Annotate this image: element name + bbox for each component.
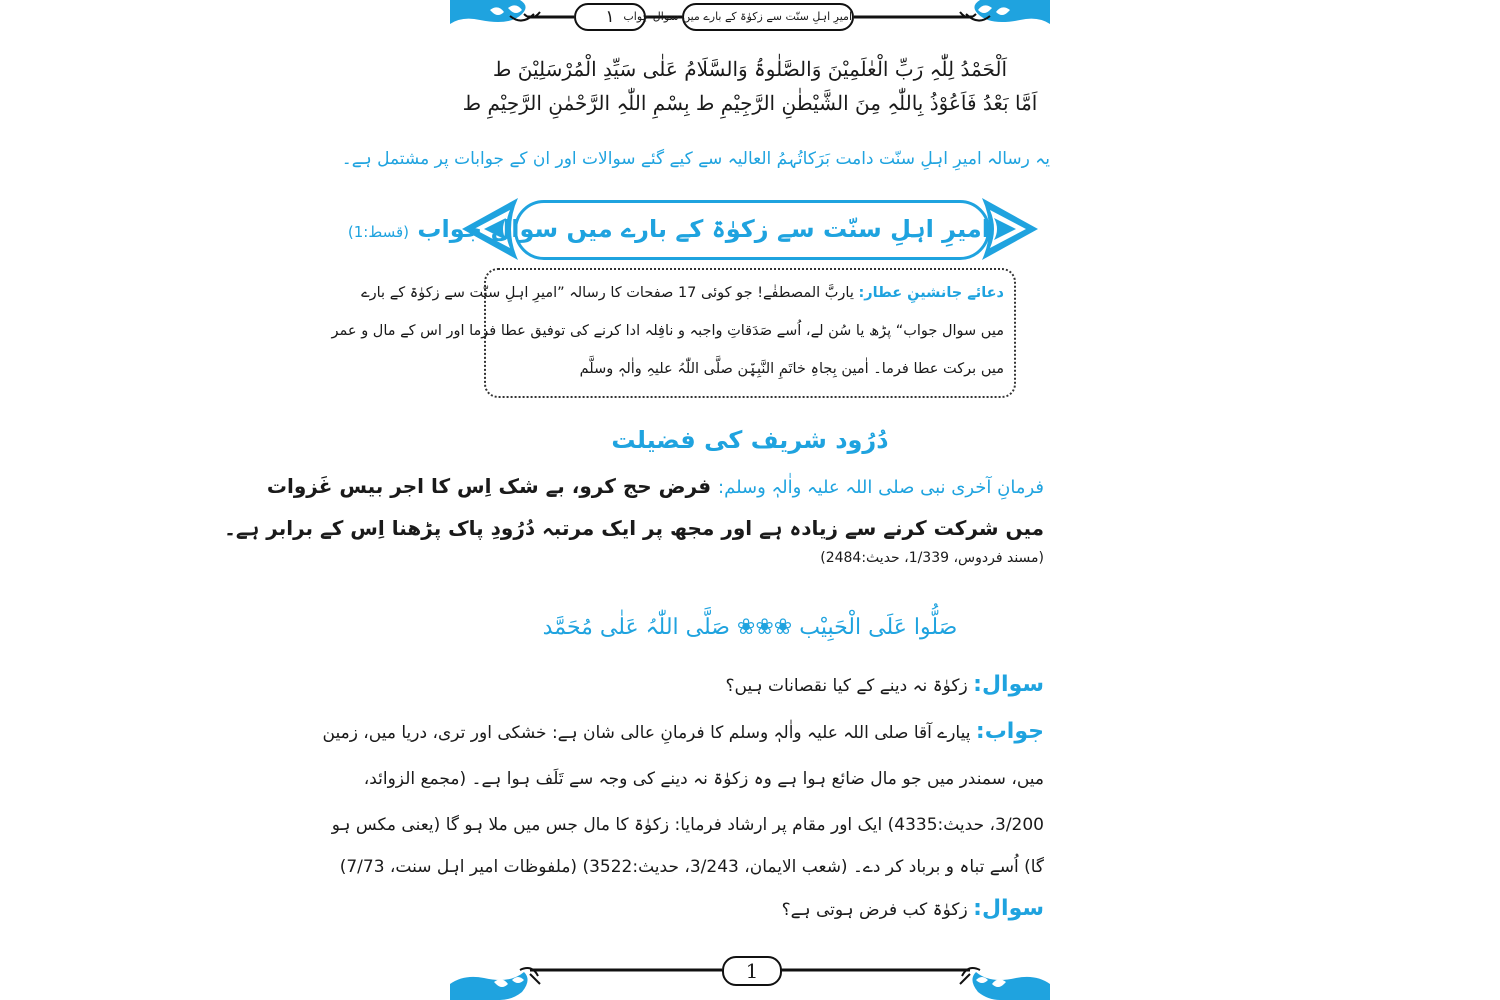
intro-note: یہ رسالہ امیرِ اہلِ سنّت دامت بَرَکاتُہمُ العالیہ سے کیے گئے سوالات اور ان کے جوابات پر مشتمل ہے۔ (341, 149, 1050, 169)
dua-line: میں برکت عطا فرما۔ اٰمین بِجاہِ خاتَمِ النَّبِیّٖن صلَّی اللّٰہُ علیہِ واٰلہٖ وسلَّم (579, 361, 1004, 377)
answer-text: پیارے آقا صلی اللہ علیہ واٰلہٖ وسلم کا فرمانِ عالی شان ہے: خشکی اور تری، دریا میں، زمین (322, 723, 971, 743)
page-footer (450, 950, 1050, 1000)
footer-page-number: 1 (722, 956, 782, 986)
hadith-text: فرض حج کرو، بے شک اِس کا اجر بیس غَزوات (266, 474, 712, 498)
dua-line-text: یاربَّ المصطفٰے! جو کوئی 17 صفحات کا رسالہ ”امیرِ اہلِ سنّت سے زکوٰۃ کے بارے (361, 285, 854, 301)
dua-line: میں سوال جواب“ پڑھ یا سُن لے، اُسے صَدَقاتِ واجبہ و نافِلہ ادا کرنے کی توفیق عطا فرما اور اس کے مال و عمر (331, 323, 1004, 339)
page-header (450, 0, 1050, 38)
question-label: سوال: (973, 672, 1044, 697)
question-text: زکوٰۃ کب فرض ہوتی ہے؟ (781, 900, 968, 920)
title-banner (347, 196, 1042, 262)
hadith-lead: فرمانِ آخری نبی صلی اللہ علیہ واٰلہٖ وسلم: (718, 477, 1044, 498)
answer-1-line: گا) اُسے تباہ و برباد کر دے۔ (شعب الایمان، 3/243، حدیث:3522) (ملفوظات امیر اہل سنت، 7/73) (339, 857, 1044, 877)
header-page-number: ١ (574, 3, 646, 31)
question-2 (456, 886, 1044, 933)
dua-box (331, 268, 1016, 398)
answer-1-line: میں، سمندر میں جو مال ضائع ہوا ہے وہ زکوٰۃ نہ دینے کی وجہ سے تَلَف ہوا ہے۔ (مجمع الزوائد، (363, 769, 1044, 789)
opening-arabic-line-2: اَمَّا بَعْدُ فَاَعُوْذُ بِاللّٰہِ مِنَ الشَّیْطٰنِ الرَّجِیْمِ ط بِسْمِ اللّٰہِ الرَّحْمٰنِ الرَّحِیْمِ ط (462, 91, 1038, 115)
answer-label: جواب: (975, 719, 1044, 744)
question-label: سوال: (973, 896, 1044, 921)
answer-1-line: 3/200، حدیث:4335) ایک اور مقام پر ارشاد فرمایا: زکوٰۃ کا مال جس میں ملا ہو گا (یعنی مکس ہو (331, 815, 1044, 835)
section-title: دُرُود شریف کی فضیلت (611, 426, 889, 454)
qa-section (322, 662, 1044, 933)
dua-label: دعائے جانشینِ عطار: (858, 285, 1004, 301)
banner-part-label: (قسط:1) (347, 223, 409, 241)
hadith-reference: (مسند فردوس، 1/339، حدیث:2484) (820, 550, 1044, 566)
document-page (224, 0, 1050, 1000)
dua-line (361, 274, 1004, 312)
hadith-line (266, 466, 1044, 508)
answer-1-line (322, 709, 1044, 756)
question-1 (456, 662, 1044, 709)
hadith-paragraph (224, 466, 1044, 568)
opening-arabic-line-1: اَلْحَمْدُ لِلّٰہِ رَبِّ الْعٰلَمِیْنَ وَالصَّلٰوۃُ وَالسَّلَامُ عَلٰی سَیِّدِ الْمُرْسَلِیْنَ ط (492, 57, 1008, 81)
banner-title (347, 200, 990, 260)
durood-line: صَلُّوا عَلَی الْحَبِیْب ❀❀❀ صَلَّی اللّٰہُ عَلٰی مُحَمَّد (542, 615, 958, 640)
question-text: زکوٰۃ نہ دینے کے کیا نقصانات ہیں؟ (725, 676, 968, 696)
running-title: امیرِ اہلِ سنّت سے زکوٰۃ کے بارے میں سوال جواب (682, 3, 854, 31)
hadith-line: میں شرکت کرنے سے زیادہ ہے اور مجھ پر ایک مرتبہ دُرُودِ پاک پڑھنا اِس کے برابر ہے۔ (224, 516, 1044, 540)
banner-title-text: امیرِ اہلِ سنّت سے زکوٰۃ کے بارے میں سوال جواب (417, 215, 990, 243)
